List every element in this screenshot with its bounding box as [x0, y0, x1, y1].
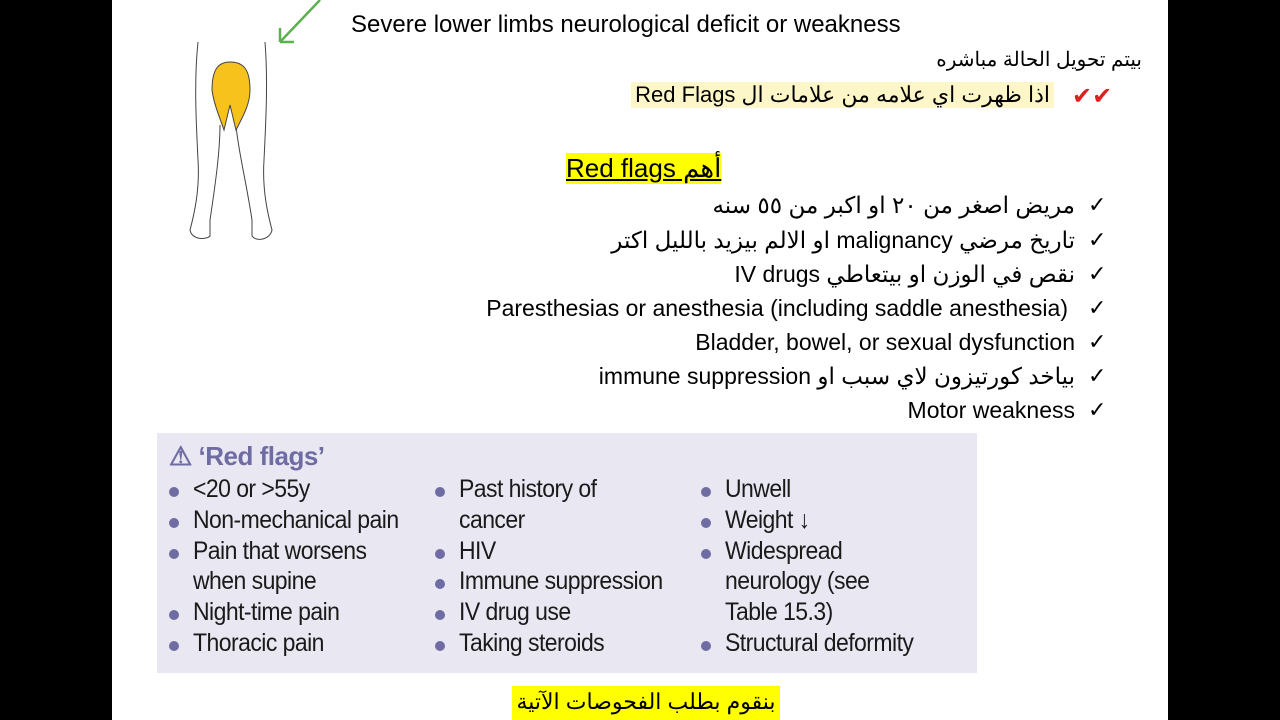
box-item: Weight ↓	[725, 506, 810, 534]
box-item: IV drug use	[459, 598, 571, 626]
bullet-icon	[169, 610, 179, 620]
list-item: Motor weakness	[907, 397, 1075, 423]
bullet-icon	[701, 487, 711, 497]
red-flags-box	[157, 433, 977, 673]
referral-note: بيتم تحويل الحالة مباشره	[936, 49, 1142, 71]
box-item: Past history of	[459, 475, 597, 503]
list-item: Bladder, bowel, or sexual dysfunction	[695, 329, 1075, 355]
list-item: مريض اصغر من ٢٠ او اكبر من ٥٥ سنه	[712, 192, 1075, 218]
list-item: تاريخ مرضي malignancy او الالم بيزيد بالليل اكتر	[611, 227, 1075, 253]
box-item: Unwell	[725, 475, 791, 503]
check-icon: ✓	[1088, 261, 1107, 286]
legs-illustration	[180, 0, 340, 250]
double-check-icon: ✔✔	[1072, 83, 1113, 110]
bullet-icon	[435, 487, 445, 497]
bullet-icon	[169, 518, 179, 528]
box-item: Taking steroids	[459, 629, 605, 657]
box-item: when supine	[193, 567, 317, 595]
box-item: Structural deformity	[725, 629, 914, 657]
arrow-icon	[280, 0, 320, 42]
bullet-icon	[435, 610, 445, 620]
bullet-icon	[701, 641, 711, 651]
box-item: HIV	[459, 537, 496, 565]
box-item: Non-mechanical pain	[193, 506, 399, 534]
bullet-icon	[701, 518, 711, 528]
box-item: neurology (see	[725, 567, 870, 595]
red-flags-heading: أهم Red flags	[566, 153, 722, 183]
red-flags-note: اذا ظهرت اي علامه من علامات ال Red Flags	[631, 82, 1054, 108]
list-item: نقص في الوزن او بيتعاطي IV drugs	[734, 261, 1075, 287]
check-icon: ✓	[1088, 397, 1107, 422]
bullet-icon	[169, 641, 179, 651]
bullet-icon	[169, 549, 179, 559]
list-item: Paresthesias or anesthesia (including saddle anesthesia)	[486, 295, 1068, 321]
footer-note: بنقوم بطلب الفحوصات الآتية	[512, 686, 780, 720]
check-icon: ✓	[1088, 227, 1107, 252]
list-item: بياخد كورتيزون لاي سبب او immune suppression	[598, 363, 1075, 389]
bullet-icon	[169, 487, 179, 497]
check-icon: ✓	[1088, 363, 1107, 388]
box-item: Thoracic pain	[193, 629, 324, 657]
warning-icon: ⚠	[169, 441, 192, 471]
box-item: Pain that worsens	[193, 537, 367, 565]
box-item: Night-time pain	[193, 598, 340, 626]
check-icon: ✓	[1088, 329, 1107, 354]
box-item: Immune suppression	[459, 567, 663, 595]
box-item: cancer	[459, 506, 525, 534]
bullet-icon	[701, 549, 711, 559]
check-icon: ✓	[1088, 295, 1107, 320]
box-title: ⚠ ‘Red flags’	[169, 441, 325, 471]
box-item: Table 15.3)	[725, 598, 833, 626]
check-icon: ✓	[1088, 192, 1107, 217]
box-item: <20 or >55y	[193, 475, 310, 503]
severe-deficit-line: Severe lower limbs neurological deficit or weakness	[351, 11, 901, 38]
box-item: Widespread	[725, 537, 843, 565]
bullet-icon	[435, 549, 445, 559]
bullet-icon	[435, 579, 445, 589]
bullet-icon	[435, 641, 445, 651]
